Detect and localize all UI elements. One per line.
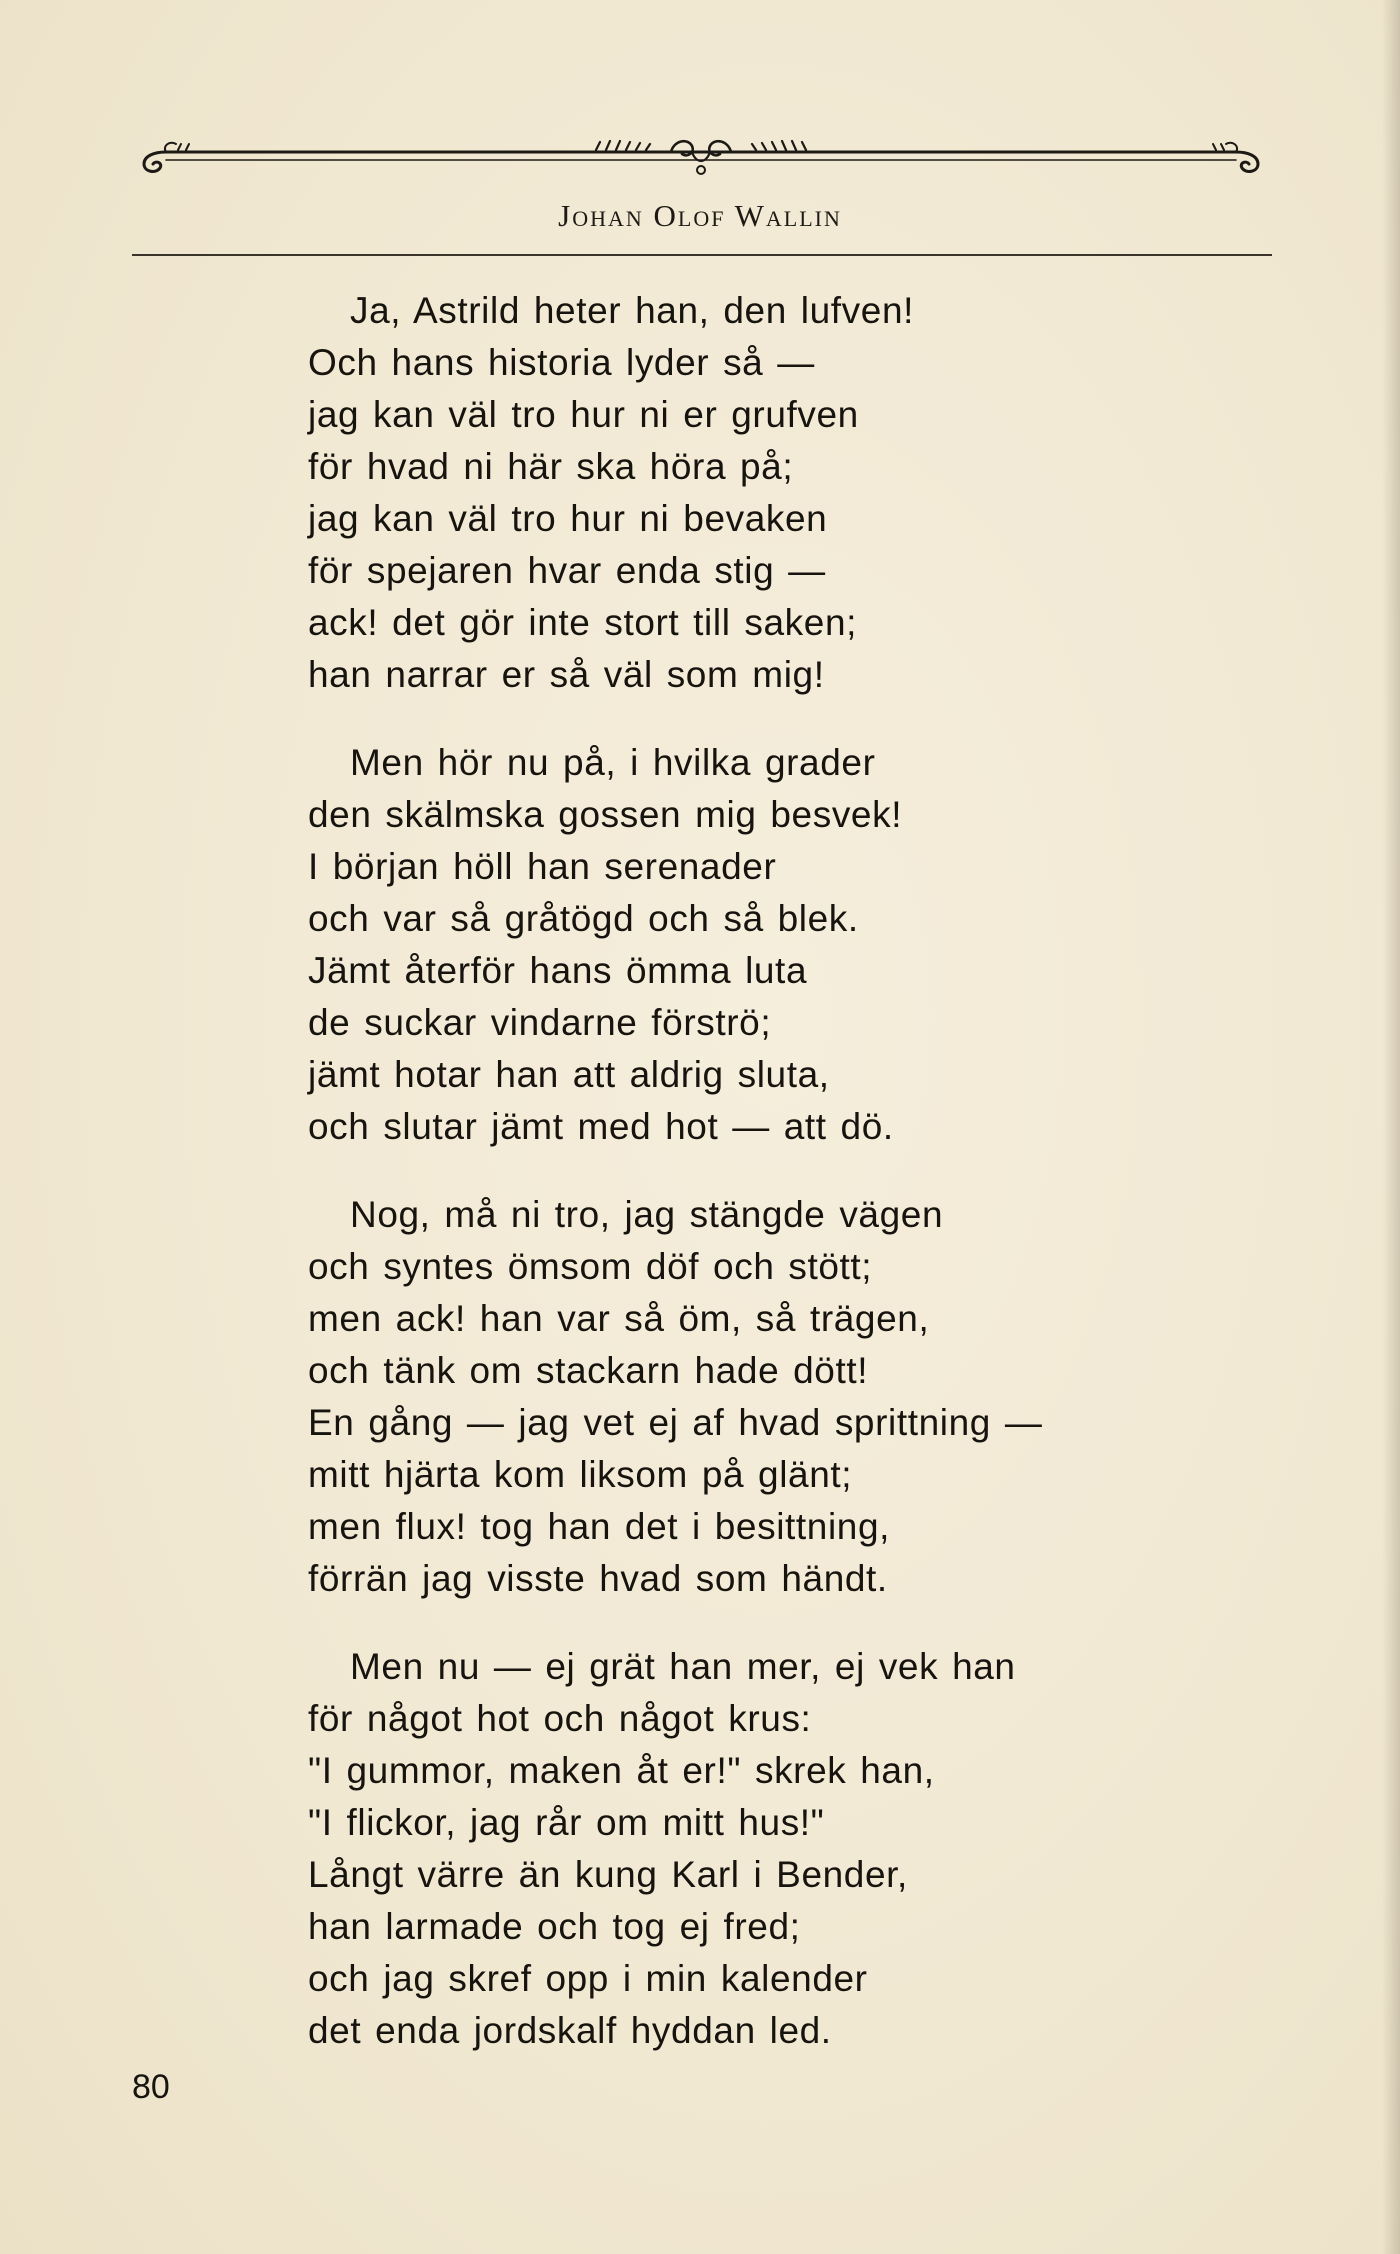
verse-line: den skälmska gossen mig besvek! (308, 794, 903, 835)
running-head-author: Johan Olof Wallin (558, 198, 842, 233)
verse-line: Men nu — ej grät han mer, ej vek han (350, 1646, 1016, 1687)
header-ornament-rule (126, 130, 1276, 190)
verse-line: I början höll han serenader (308, 846, 777, 887)
verse-line: Jämt återför hans ömma luta (308, 950, 808, 991)
verse-line: och tänk om stackarn hade dött! (308, 1350, 869, 1391)
verse-line: och jag skref opp i min kalender (308, 1958, 868, 1999)
verse-line: och syntes ömsom döf och stött; (308, 1246, 873, 1287)
stanza-3 (308, 1189, 1308, 1605)
verse-line: Och hans historia lyder så — (308, 342, 815, 383)
poem-body (308, 285, 1308, 2093)
verse-line: jag kan väl tro hur ni bevaken (308, 498, 828, 539)
verse-line: Nog, må ni tro, jag stängde vägen (350, 1194, 944, 1235)
verse-line: han larmade och tog ej fred; (308, 1906, 801, 1947)
verse-line: "I flickor, jag rår om mitt hus!" (308, 1802, 825, 1843)
verse-line: det enda jordskalf hyddan led. (308, 2010, 832, 2051)
verse-line: "I gummor, maken åt er!" skrek han, (308, 1750, 935, 1791)
verse-line: mitt hjärta kom liksom på glänt; (308, 1454, 853, 1495)
verse-line: för hvad ni här ska höra på; (308, 446, 794, 487)
page-number: 80 (132, 2068, 170, 2106)
verse-line: de suckar vindarne förströ; (308, 1002, 772, 1043)
verse-line: jämt hotar han att aldrig sluta, (308, 1054, 830, 1095)
verse-line: Långt värre än kung Karl i Bender, (308, 1854, 908, 1895)
stanza-2 (308, 737, 1308, 1153)
verse-line: förrän jag visste hvad som händt. (308, 1558, 888, 1599)
verse-line: En gång — jag vet ej af hvad sprittning — (308, 1402, 1043, 1443)
verse-line: och var så gråtögd och så blek. (308, 898, 859, 939)
verse-line: för något hot och något krus: (308, 1698, 812, 1739)
verse-line: och slutar jämt med hot — att dö. (308, 1106, 894, 1147)
verse-line: Men hör nu på, i hvilka grader (350, 742, 876, 783)
stanza-1 (308, 285, 1308, 701)
verse-line: men ack! han var så öm, så trägen, (308, 1298, 930, 1339)
verse-line: jag kan väl tro hur ni er grufven (308, 394, 859, 435)
verse-line: för spejaren hvar enda stig — (308, 550, 826, 591)
verse-line: han narrar er så väl som mig! (308, 654, 825, 695)
verse-line: men flux! tog han det i besittning, (308, 1506, 891, 1547)
verse-line: Ja, Astrild heter han, den lufven! (350, 290, 915, 331)
header-rule (132, 254, 1272, 256)
stanza-4 (308, 1641, 1308, 2057)
page-edge-shadow (1382, 0, 1400, 2254)
verse-line: ack! det gör inte stort till saken; (308, 602, 858, 643)
